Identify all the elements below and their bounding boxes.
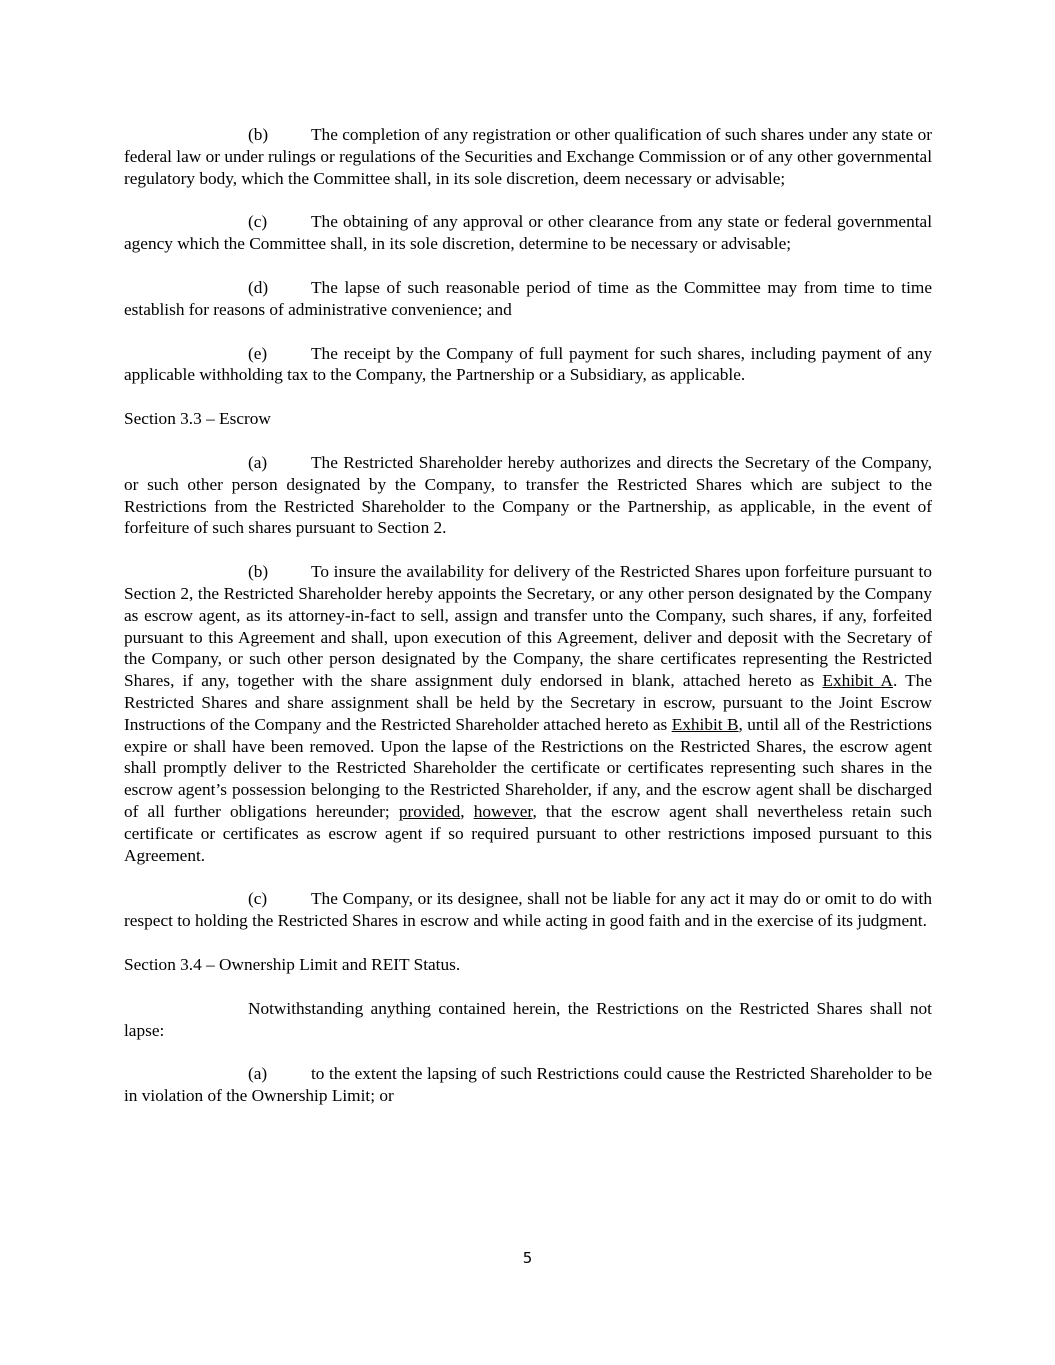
paragraph-marker: (a)	[248, 1064, 268, 1084]
paragraph-3-3-b	[124, 561, 932, 866]
however-term: however	[473, 801, 533, 821]
paragraph-text-segment: ,	[460, 801, 474, 821]
paragraph-3-3-a	[124, 452, 932, 539]
paragraph-marker: (b)	[248, 562, 269, 582]
paragraph-marker: (e)	[248, 343, 268, 363]
paragraph-3-2-c	[124, 211, 932, 255]
paragraph-marker: (c)	[248, 212, 268, 232]
paragraph-text: to the extent the lapsing of such Restrictions could cause the Restricted Shareholder to be in violation of the Ownership Limit; or	[124, 1064, 932, 1106]
document-page	[124, 124, 932, 1129]
paragraph-text: The Company, or its designee, shall not be liable for any act it may do or omit to do with respect to holding the Restricted Shares in escrow and while acting in good faith and in the exercise of its judgment.	[124, 889, 932, 931]
paragraph-text-segment: , that the escrow agent shall nevertheless retain such certificate or certificates as escrow agent if so required pursuant to other restrictions imposed pursuant to this Agreement.	[124, 801, 932, 865]
paragraph-text-segment: . The Restricted Shares and share assignment shall be held by the Secretary in escrow, pursuant to the Joint Escrow Instructions of the Company and the Restricted Shareholder attached hereto as	[124, 671, 932, 734]
paragraph-text: The Restricted Shareholder hereby authorizes and directs the Secretary of the Company, or such other person designated by the Company, to transfer the Restricted Shares which are subject to the Restrictions from the Restricted Shareholder to the Company or the Partnership, as applicable, in the event of forfeiture of such shares pursuant to Section 2.	[124, 452, 932, 538]
paragraph-text-segment: To insure the availability for delivery of the Restricted Shares upon forfeiture pursuant to Section 2, the Restricted Shareholder hereby appoints the Secretary, or any other person designated by the Company as escrow agent, as its attorney-in-fact to sell, assign and transfer unto the Company, such shares, if any, forfeited pursuant to this Agreement and shall, upon execution of this Agreement, deliver and deposit with the Secretary of the Company, or such other person designated by the Company, the share certificates representing the Restricted Shares, if any, together with the share assignment duly endorsed in blank, attached hereto as	[124, 562, 932, 691]
provided-term: provided	[398, 801, 461, 821]
exhibit-b-reference: Exhibit B	[671, 714, 739, 734]
paragraph-marker: (a)	[248, 452, 268, 472]
paragraph-3-2-b	[124, 124, 932, 189]
paragraph-marker: (b)	[248, 125, 269, 144]
paragraph-3-4-a	[124, 1063, 932, 1107]
paragraph-3-3-c	[124, 888, 932, 932]
section-heading-3-4: Section 3.4 – Ownership Limit and REIT Status.	[124, 954, 461, 974]
paragraph-text: Notwithstanding anything contained herein, the Restrictions on the Restricted Shares shall not lapse:	[124, 998, 932, 1040]
paragraph-marker: (c)	[248, 889, 268, 909]
paragraph-3-2-d	[124, 277, 932, 321]
paragraph-text: The lapse of such reasonable period of time as the Committee may from time to time establish for reasons of administrative convenience; and	[124, 277, 932, 319]
paragraph-text: The completion of any registration or other qualification of such shares under any state or federal law or under rulings or regulations of the Securities and Exchange Commission or of any other governmental regulatory body, which the Committee shall, in its sole discretion, deem necessary or advisable;	[124, 125, 932, 188]
paragraph-text: The obtaining of any approval or other clearance from any state or federal governmental agency which the Committee shall, in its sole discretion, determine to be necessary or advisable;	[124, 212, 932, 254]
paragraph-3-4-intro	[124, 998, 932, 1042]
paragraph-marker: (d)	[248, 277, 269, 297]
paragraph-3-2-e	[124, 343, 932, 387]
paragraph-text: The receipt by the Company of full payment for such shares, including payment of any applicable withholding tax to the Company, the Partnership or a Subsidiary, as applicable.	[124, 343, 932, 385]
section-heading-3-3: Section 3.3 – Escrow	[124, 409, 271, 429]
page-number: 5	[522, 1249, 533, 1267]
paragraph-text-segment: , until all of the Restrictions expire or shall have been removed. Upon the lapse of the Restrictions on the Restricted Shares, the escrow agent shall promptly deliver to the Restricted Shareholder the certificate or certificates representing such shares in the escrow agent’s possession belonging to the Restricted Shareholder, if any, and the escrow agent shall be discharged of all further obligations hereunder;	[124, 714, 932, 821]
exhibit-a-reference: Exhibit A	[822, 671, 893, 691]
